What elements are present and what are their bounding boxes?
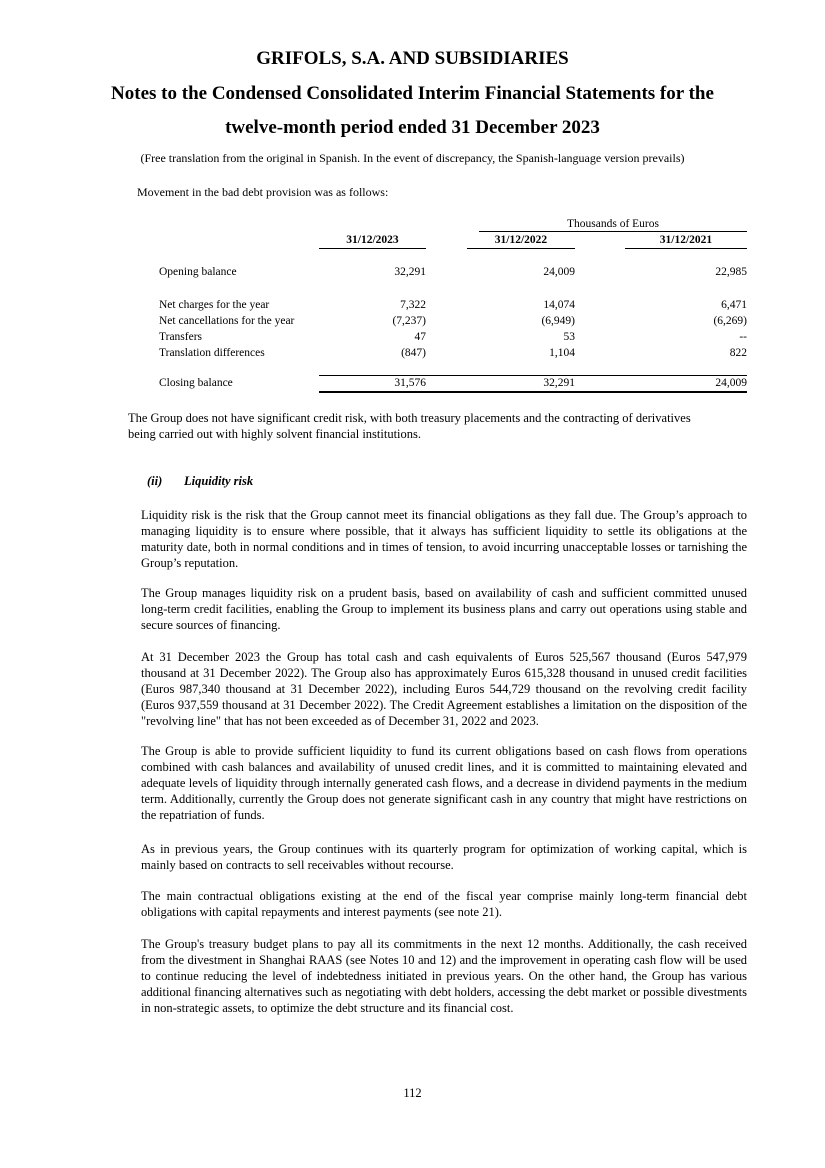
row-label: Net charges for the year <box>159 299 270 311</box>
cell-value: 31,576 <box>394 377 426 389</box>
row-label: Opening balance <box>159 266 237 278</box>
liquidity-paragraph: The Group manages liquidity risk on a prudent basis, based on availability of cash and sufficient committed unused long-term credit facilities, enabling the Group to implement its business plans and carry out operations using stable and secure sources of financing. <box>141 586 747 632</box>
page-number: 112 <box>403 1086 422 1100</box>
notes-title-line1: Notes to the Condensed Consolidated Interim Financial Statements for the <box>111 83 714 104</box>
notes-title-line2: twelve-month period ended 31 December 2023 <box>225 117 600 138</box>
cell-value: -- <box>739 331 747 343</box>
closing-bottom-rule <box>319 391 747 393</box>
section-title: Liquidity risk <box>184 474 254 488</box>
row-label: Net cancellations for the year <box>159 315 295 327</box>
table-row <box>159 314 747 328</box>
cell-value: 1,104 <box>549 347 575 359</box>
cell-value: 6,471 <box>721 299 747 311</box>
liquidity-paragraph: Liquidity risk is the risk that the Group cannot meet its financial obligations as they fall due. The Group’s approach to managing liquidity is to ensure where possible, that it always has sufficient liquidity to settle its obligations at the maturity date, both in normal conditions and in times of tension, to avoid incurring unacceptable losses or tarnishing the Group’s reputation. <box>141 508 747 570</box>
table-row-closing <box>159 376 747 390</box>
column-header: 31/12/2021 <box>625 234 747 249</box>
company-title: GRIFOLS, S.A. AND SUBSIDIARIES <box>256 48 569 69</box>
cell-value: 24,009 <box>543 266 575 278</box>
liquidity-paragraph: At 31 December 2023 the Group has total cash and cash equivalents of Euros 525,567 thousand (Euros 547,979 thousand at 31 December 2022). The Group also has approximately Euros 615,328 thousand in unused credit facilities (Euros 987,340 thousand at 31 December 2022), including Euros 544,729 thousand on the revolving credit facility (Euros 937,559 thousand at 31 December 2022). The Credit Agreement establishes a limitation on the disposition of the "revolving line" that has not been exceeded as of December 31, 2022 and 2023. <box>141 650 747 728</box>
cell-value: 53 <box>563 331 575 343</box>
row-label: Translation differences <box>159 347 265 359</box>
column-header: 31/12/2023 <box>319 234 426 249</box>
liquidity-paragraph: The Group's treasury budget plans to pay all its commitments in the next 12 months. Additionally, the cash received from the divestment in Shanghai RAAS (see Notes 10 and 12) and the improvement in operating cash flow will be used to continue reducing the level of indebtedness initiated in previous years. On the other hand, the Group has various additional financing alternatives such as negotiating with debt holders, accessing the debt market or possible divestments in non-strategic assets, to optimize the debt structure and its financial cost. <box>141 937 747 1015</box>
section-number: (ii) <box>147 474 163 488</box>
unit-label: Thousands of Euros <box>479 218 747 232</box>
liquidity-paragraph: The main contractual obligations existing at the end of the fiscal year comprise mainly long-term financial debt obligations with capital repayments and interest payments (see note 21). <box>141 889 747 919</box>
table-row <box>159 265 747 279</box>
row-label: Transfers <box>159 331 203 343</box>
table-row <box>159 346 747 360</box>
cell-value: 14,074 <box>543 299 575 311</box>
liquidity-paragraph: As in previous years, the Group continues with its quarterly program for optimization of working capital, which is mainly based on contracts to sell receivables without recourse. <box>141 842 747 872</box>
cell-value: (6,949) <box>541 315 575 327</box>
cell-value: 7,322 <box>400 299 426 311</box>
cell-value: 32,291 <box>543 377 575 389</box>
cell-value: (847) <box>401 347 426 359</box>
cell-value: 32,291 <box>394 266 426 278</box>
bad-debt-intro: Movement in the bad debt provision was as follows: <box>137 185 389 199</box>
cell-value: 822 <box>729 347 747 359</box>
translation-note: (Free translation from the original in Spanish. In the event of discrepancy, the Spanish-language version prevails) <box>140 151 685 165</box>
row-label: Closing balance <box>159 377 233 389</box>
liquidity-paragraph: The Group is able to provide sufficient liquidity to fund its current obligations based on cash flows from operations combined with cash balances and availability of unused credit lines, and it is committed to maintaining elevated and adequate levels of liquidity through internally generated cash flows, and a decrease in dividend payments in the medium term. Additionally, currently the Group does not generate significant cash in any country that might have restrictions on the repatriation of funds. <box>141 744 747 822</box>
cell-value: (6,269) <box>713 315 747 327</box>
credit-risk-paragraph: The Group does not have significant credit risk, with both treasury placements and the contracting of derivatives being carried out with highly solvent financial institutions. <box>128 411 691 441</box>
table-row <box>159 298 747 312</box>
table-row <box>159 330 747 344</box>
cell-value: 24,009 <box>715 377 747 389</box>
liquidity-heading <box>147 474 253 489</box>
cell-value: 47 <box>414 331 426 343</box>
column-header: 31/12/2022 <box>467 234 575 249</box>
cell-value: 22,985 <box>715 266 747 278</box>
cell-value: (7,237) <box>392 315 426 327</box>
